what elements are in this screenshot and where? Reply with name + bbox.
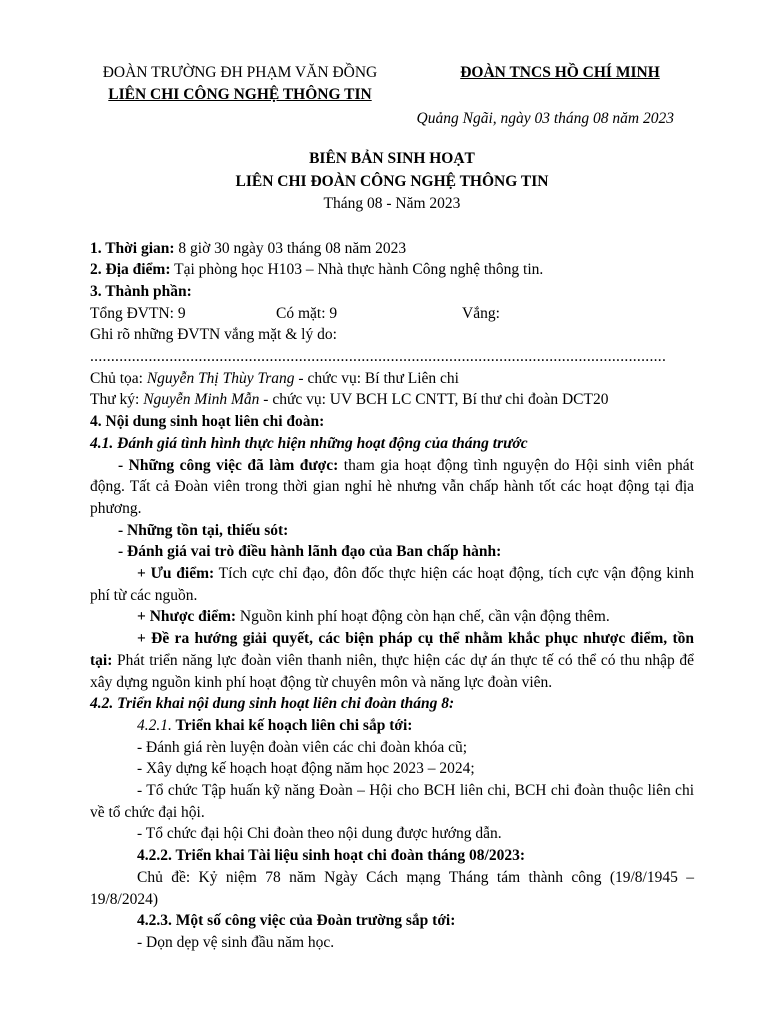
location-label: 2. Địa điểm: [90,261,171,279]
time-value: 8 giờ 30 ngày 03 tháng 08 năm 2023 [174,239,407,257]
section-4-2-1-number: 4.2.1. [137,716,172,734]
section-4-2-2-title: 4.2.2. Triển khai Tài liệu sinh hoạt chi đoàn tháng 08/2023: [137,847,526,865]
title-line-2: LIÊN CHI ĐOÀN CÔNG NGHỆ THÔNG TIN [235,172,549,190]
section-4-2-1-title [90,715,694,737]
issuer-block [90,62,390,105]
time-line [90,238,694,260]
secretary-line [90,389,694,411]
solutions [90,628,694,693]
section-4-2-1-text: Triển khai kế hoạch liên chi sắp tới: [171,716,413,734]
plan-item-1: - Đánh giá rèn luyện đoàn viên các chi đoàn khóa cũ; [137,738,468,756]
section-4-2-2-text: Chủ đề: Kỷ niệm 78 năm Ngày Cách mạng Tháng tám thành công (19/8/1945 – 19/8/2024) [90,868,694,908]
section-4-2-3-title: 4.2.3. Một số công việc của Đoàn trường sắp tới: [137,912,456,930]
present-members: Có mặt: 9 [276,304,338,322]
secretary-role: - chức vụ: UV BCH LC CNTT, Bí thư chi đoàn DCT20 [259,391,609,409]
weaknesses-label: + Nhược điểm: [137,608,237,626]
issuer-line-1: ĐOÀN TRƯỜNG ĐH PHẠM VĂN ĐỒNG [102,64,378,81]
title-line-3: Tháng 08 - Năm 2023 [323,195,461,212]
content-heading: 4. Nội dung sinh hoạt liên chi đoàn: [90,413,325,431]
absent-note: Ghi rõ những ĐVTN vắng mặt & lý do: [90,326,337,344]
section-4-2-title: 4.2. Triển khai nội dung sinh hoạt liên chi đoàn tháng 8: [90,695,455,713]
fill-in-dots: .......................................................................................................................................... [90,348,667,366]
strengths-text: Tích cực chỉ đạo, đôn đốc thực hiện các hoạt động, tích cực vận động kinh phí từ các nguồn. [90,565,694,604]
chair-label: Chủ tọa: [90,369,147,387]
shortcomings-heading: - Những tồn tại, thiếu sót: [118,521,289,539]
strengths [90,563,694,606]
chair-role: - chức vụ: Bí thư Liên chi [294,369,459,387]
location-line [90,259,694,281]
chair-name: Nguyễn Thị Thùy Trang [146,369,295,387]
weaknesses [90,606,694,628]
section-4-2-3-item: - Dọn dẹp vệ sinh đầu năm học. [137,934,335,951]
section-4-1-title: 4.1. Đánh giá tình hình thực hiện những hoạt động của tháng trước [90,434,528,452]
absent-members: Vắng: [462,304,500,322]
location-value: Tại phòng học H103 – Nhà thực hành Công nghệ thông tin. [170,261,544,279]
issuer-line-2: LIÊN CHI CÔNG NGHỆ THÔNG TIN [108,85,372,103]
document-title [90,148,694,216]
plan-item-4: - Tổ chức đại hội Chi đoàn theo nội dung được hướng dẫn. [137,825,502,843]
participants-heading: 3. Thành phần: [90,282,192,300]
document-page [90,62,694,954]
place-date: Quảng Ngãi, ngày 03 tháng 08 năm 2023 [416,110,674,127]
time-label: 1. Thời gian: [90,239,175,257]
completed-work-label: - Những công việc đã làm được: [118,456,339,474]
secretary-name: Nguyễn Minh Mẫn [143,391,260,409]
strengths-label: + Ưu điểm: [137,565,215,583]
secretary-label: Thư ký: [90,391,144,409]
completed-work-text: tham gia hoạt động tình nguyện do Hội sinh viên phát động. Tất cả Đoàn viên trong thời gian nghỉ hè nhưng vẫn chấp hành tốt các hoạt động tại địa phương. [90,456,694,517]
organization-name: ĐOÀN TNCS HỒ CHÍ MINH [460,64,660,81]
attendance-row [90,303,694,325]
solutions-label: + Đề ra hướng giải quyết, các biện pháp cụ thể nhằm khắc phục nhược điểm, tồn tại: [90,630,694,669]
document-header [90,62,694,108]
plan-item-3: - Tổ chức Tập huấn kỹ năng Đoàn – Hội cho BCH liên chi, BCH chi đoàn thuộc liên chi về tổ chức đại hội. [90,782,694,821]
completed-work [90,455,694,520]
plan-item-2: - Xây dựng kế hoạch hoạt động năm học 2023 – 2024; [137,760,475,778]
chair-line [90,368,694,390]
total-members: Tổng ĐVTN: 9 [90,304,186,322]
weaknesses-text: Nguồn kinh phí hoạt động còn hạn chế, cần vận động thêm. [236,608,610,626]
title-line-1: BIÊN BẢN SINH HOẠT [309,150,475,167]
solutions-text: Phát triển năng lực đoàn viên thanh niên, thực hiện các dự án thực tế có thể có thu nhập để xây dựng nguồn kinh phí hoạt động từ chuyên môn và năng lực đoàn viên. [90,651,694,691]
leadership-heading: - Đánh giá vai trò điều hành lãnh đạo của Ban chấp hành: [118,543,502,561]
